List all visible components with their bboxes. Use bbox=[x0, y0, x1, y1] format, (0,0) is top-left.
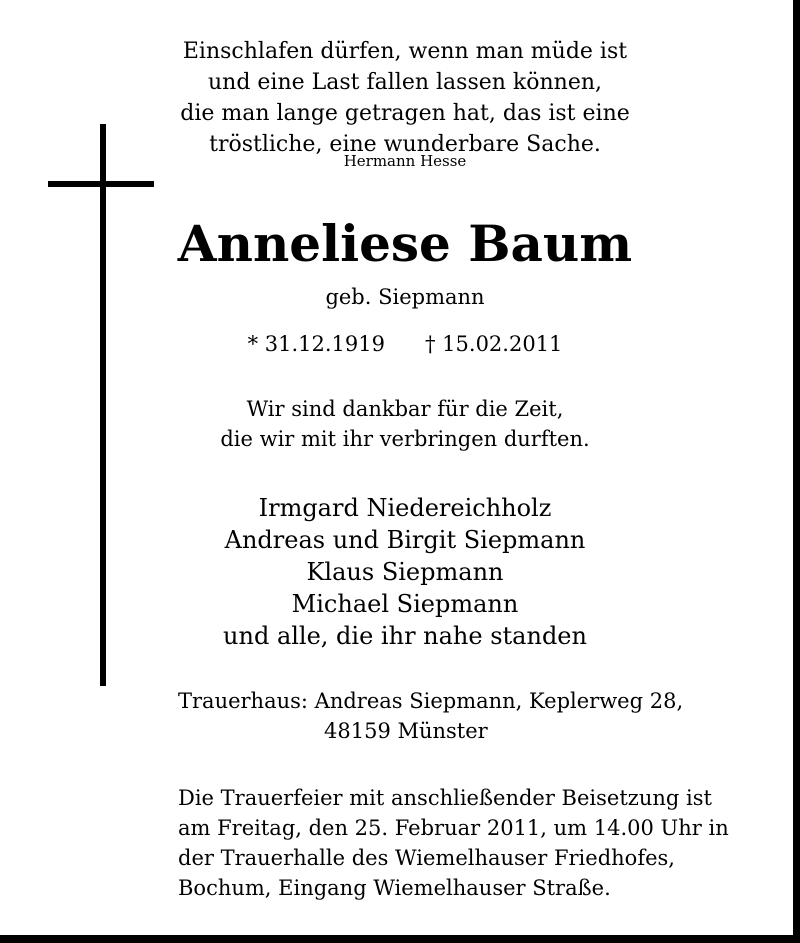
mourner: Michael Siepmann bbox=[291, 590, 519, 618]
quote-line: Einschlafen dürfen, wenn man müde ist bbox=[182, 39, 628, 64]
service-line: am Freitag, den 25. Februar 2011, um 14.00 Uhr in bbox=[178, 816, 729, 840]
house-address-line: 48159 Münster bbox=[324, 719, 488, 743]
quote-line: und eine Last fallen lassen können, bbox=[207, 70, 603, 95]
mourner: Andreas und Birgit Siepmann bbox=[224, 526, 586, 554]
house-of-mourning bbox=[178, 686, 683, 746]
deceased-name: Anneliese Baum bbox=[177, 214, 633, 273]
service-info bbox=[178, 783, 729, 903]
quote bbox=[150, 36, 660, 160]
quote-line: tröstliche, eine wunderbare Sache. bbox=[209, 132, 601, 157]
mourner: und alle, die ihr nahe standen bbox=[223, 622, 587, 650]
thanks-line: Wir sind dankbar für die Zeit, bbox=[246, 397, 564, 421]
house-address-line: Trauerhaus: Andreas Siepmann, Keplerweg 28, bbox=[178, 689, 684, 713]
service-line: Bochum, Eingang Wiemelhauser Straße. bbox=[178, 876, 611, 900]
thanks-text bbox=[150, 394, 660, 454]
death-date: † 15.02.2011 bbox=[425, 332, 563, 356]
cross-horizontal-bar bbox=[48, 181, 154, 187]
quote-line: die man lange getragen hat, das ist eine bbox=[180, 101, 630, 126]
birth-date: * 31.12.1919 bbox=[247, 332, 385, 356]
life-dates bbox=[150, 329, 660, 359]
quote-author: Hermann Hesse bbox=[343, 152, 467, 170]
mourner: Klaus Siepmann bbox=[306, 558, 504, 586]
birth-name: geb. Siepmann bbox=[325, 285, 485, 309]
thanks-line: die wir mit ihr verbringen durften. bbox=[220, 427, 590, 451]
service-line: der Trauerhalle des Wiemelhauser Friedhofes, bbox=[178, 846, 675, 870]
cross-vertical-bar bbox=[100, 124, 106, 686]
mourner: Irmgard Niedereichholz bbox=[258, 494, 552, 522]
service-line: Die Trauerfeier mit anschließender Beisetzung ist bbox=[178, 786, 712, 810]
mourners-list bbox=[150, 492, 660, 652]
